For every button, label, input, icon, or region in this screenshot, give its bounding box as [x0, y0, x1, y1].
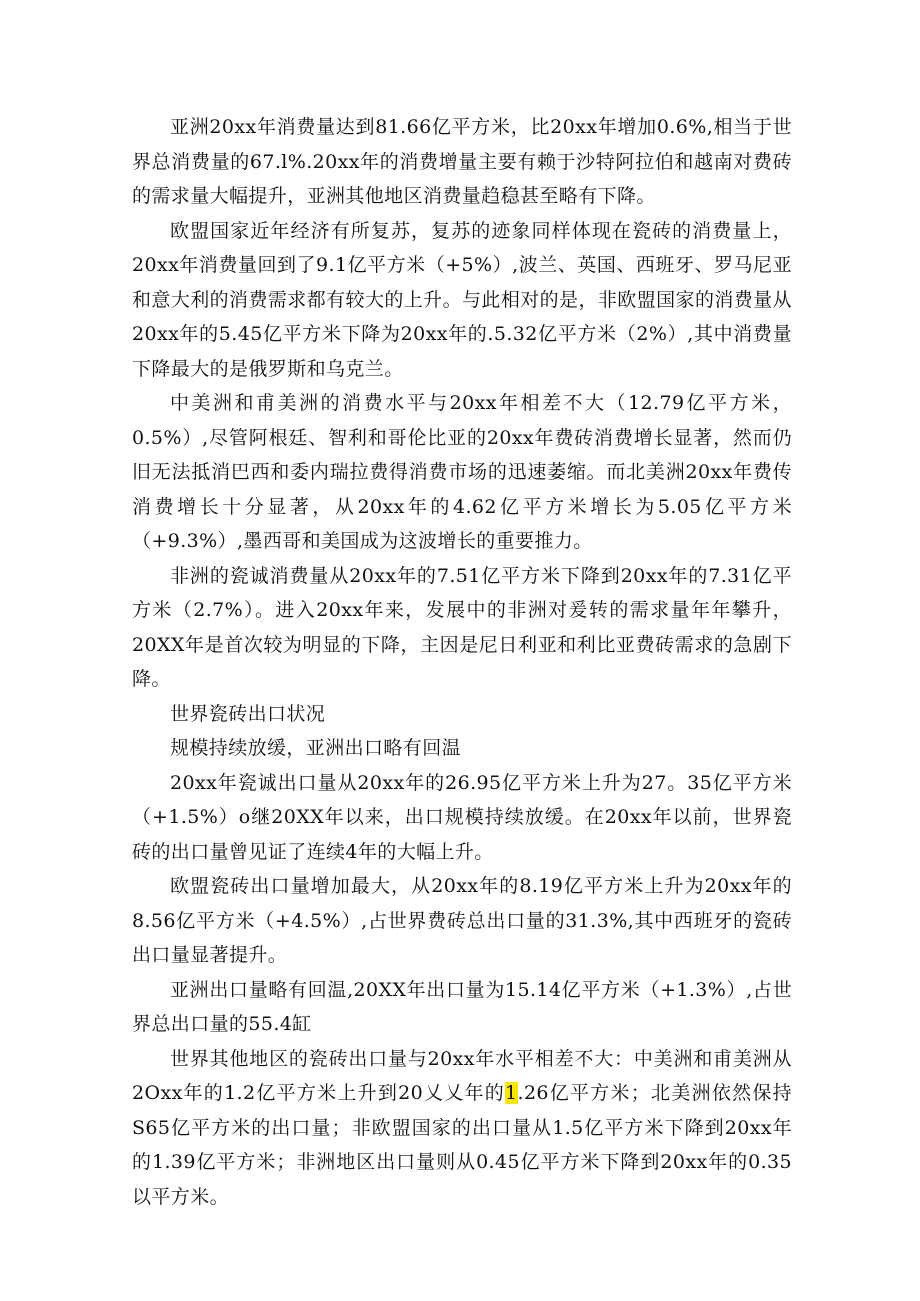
section-subheading-export-trend — [132, 731, 792, 766]
paragraph-text: 世界其他地区的瓷砖出口量与20xx年水平相差不大：中美洲和甫美洲从2Oxx年的1.2亿平方米上升到20乂乂年的 — [132, 1047, 792, 1104]
paragraph-text: 亚洲20xx年消费量达到81.66亿平方米，比20xx年增加0.6%,相当于世界总消费量的67.l%.20xx年的消费增量主要有赖于沙特阿拉伯和越南对费砖的需求量大幅提升，亚洲其他地区消费量趋稳甚至略有下降。 — [132, 116, 792, 207]
paragraph-text: 欧盟国家近年经济有所复苏，复苏的迹象同样体现在瓷砖的消费量上，20xx年消费量回到了9.1亿平方米（+5%）,波兰、英国、西班牙、罗马尼亚和意大利的消费需求都有较大的上升。与此相对的是，非欧盟国家的消费量从20xx年的5.45亿平方米下降为20xx年的.5.32亿平方米（2%）,其中消费量下降最大的是俄罗斯和乌克兰。 — [132, 219, 792, 380]
paragraph-text: 欧盟瓷砖出口量增加最大，从20xx年的8.19亿平方米上升为20xx年的8.56亿平方米（+4.5%）,占世界费砖总出口量的31.3%,其中西班牙的瓷砖出口量显著提升。 — [132, 875, 792, 966]
section-heading-export-status — [132, 697, 792, 732]
paragraph-text: 非洲的瓷诚消费量从20xx年的7.51亿平方米下降到20xx年的7.31亿平方米（2.7%）。进入20xx年来，发展中的非洲对爰转的需求量年年攀升，20XX年是首次较为明显的下降，主因是尼日利亚和利比亚费砖需求的急剧下降。 — [132, 564, 792, 690]
paragraph-other-regions-export — [132, 1042, 792, 1215]
heading-text: 规模持续放缓，亚洲出口略有回温 — [170, 737, 462, 759]
paragraph-eu-consumption — [132, 214, 792, 387]
paragraph-text: 亚洲出口量略有回温,20XX年出口量为15.14亿平方米（+1.3%）,占世界总出口量的55.4缸 — [132, 978, 792, 1035]
paragraph-world-export — [132, 766, 792, 870]
highlighted-text: 1 — [505, 1082, 518, 1104]
paragraph-africa-consumption — [132, 559, 792, 697]
paragraph-eu-export — [132, 869, 792, 973]
paragraph-asia-consumption — [132, 110, 792, 214]
heading-text: 世界瓷砖出口状况 — [170, 702, 326, 725]
paragraph-text: 中美洲和甫美洲的消费水平与20xx年相差不大（12.79亿平方米，0.5%）,尽管阿根廷、智利和哥伦比亚的20xx年费砖消费增长显著，然而仍旧无法抵消巴西和委内瑞拉费得消费市场的迅速萎缩。而北美洲20xx年费传消费增长十分显著，从20xx年的4.62亿平方米增长为5.05亿平方米（+9.3%）,墨西哥和美国成为这波增长的重要推力。 — [132, 392, 792, 552]
document-body — [132, 110, 792, 1214]
paragraph-text: 20xx年瓷诚出口量从20xx年的26.95亿平方米上升为27。35亿平方米（+1.5%）o继20XX年以来，出口规模持续放缓。在20xx年以前，世界瓷砖的出口量曾见证了连续4年的大幅上升。 — [132, 771, 792, 863]
paragraph-americas-consumption — [132, 386, 792, 559]
paragraph-asia-export — [132, 973, 792, 1042]
paragraph-text: .26亿平方米；北美洲依然保持S65亿平方米的出口量；非欧盟国家的出口量从1.5亿平方米下降到20xx年的1.39亿平方米；非洲地区出口量则从0.45亿平方米下降到20xx年的0.35以平方米。 — [132, 1082, 792, 1208]
